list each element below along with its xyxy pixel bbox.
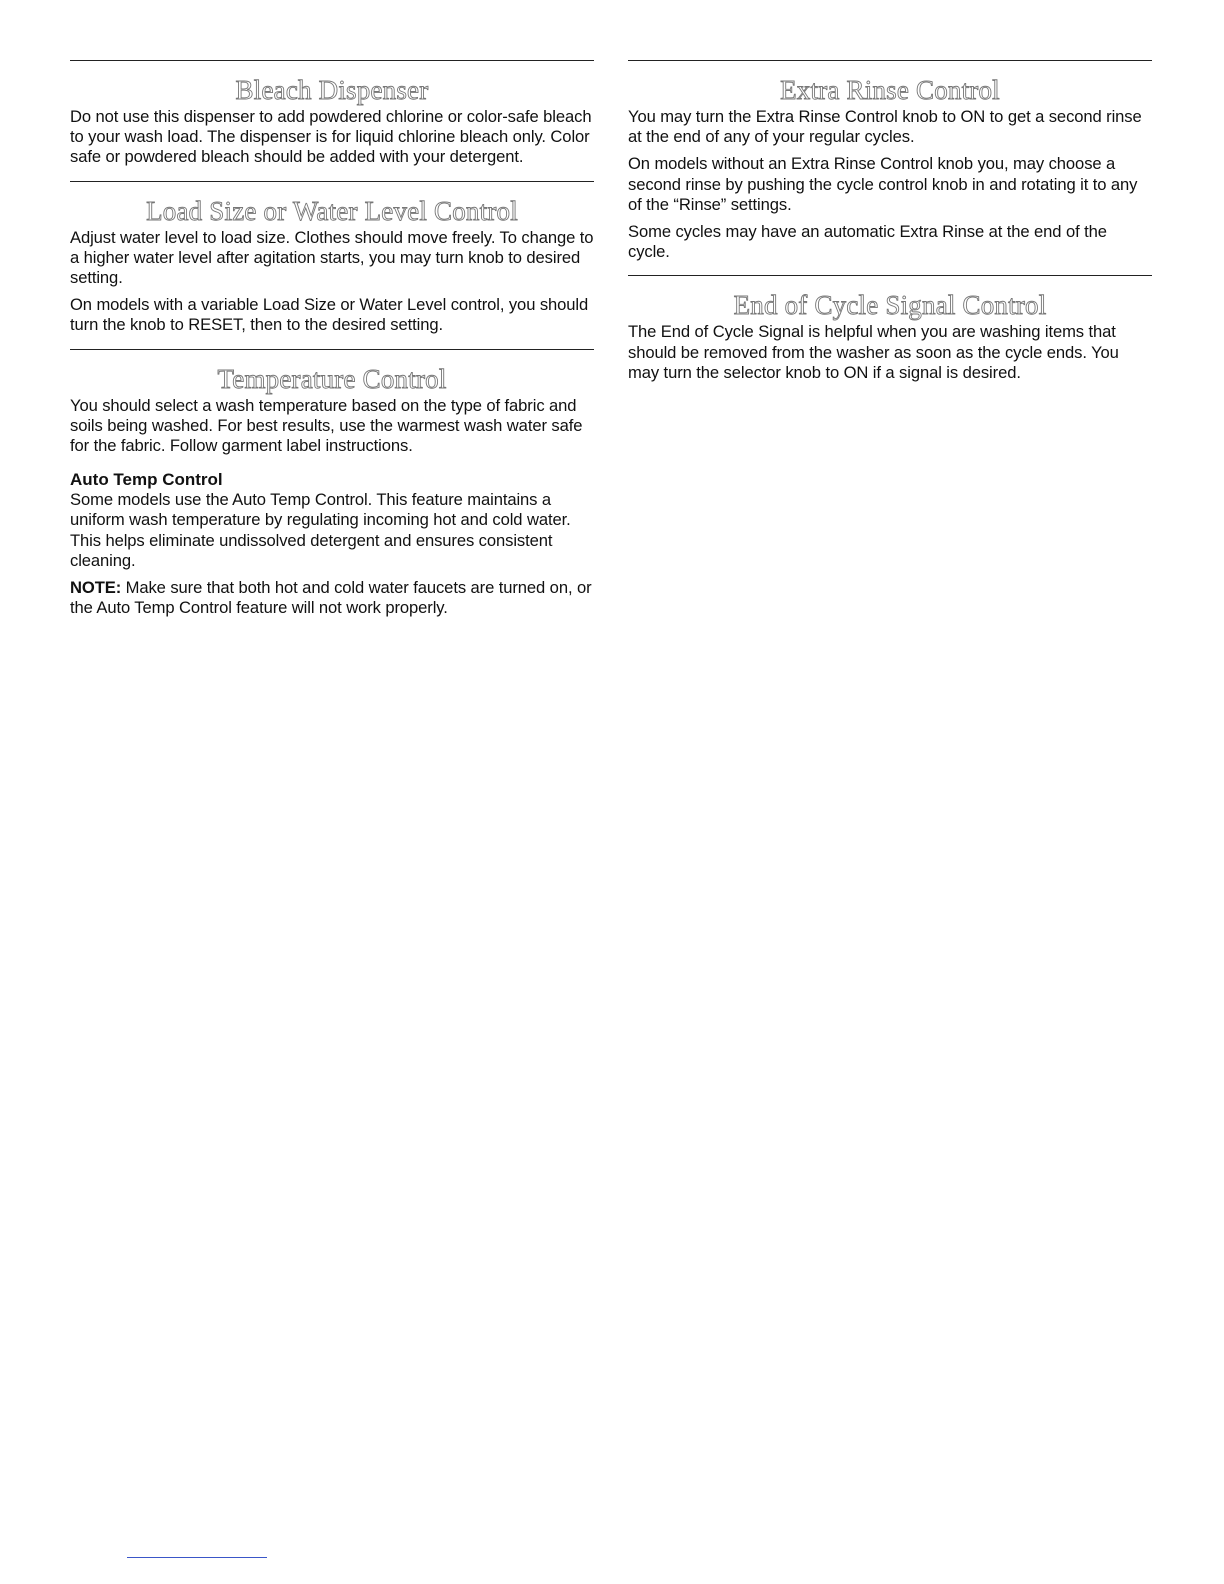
load-size-heading: Load Size or Water Level Control xyxy=(146,195,518,226)
auto-temp-subheading: Auto Temp Control xyxy=(70,470,223,490)
left-column xyxy=(70,60,594,625)
footer-link-underline[interactable] xyxy=(127,1557,267,1558)
temperature-section xyxy=(70,349,594,619)
auto-temp-text: Some models use the Auto Temp Control. This feature maintains a uniform wash temperature by regulating incoming hot and cold water. This helps eliminate undissolved detergent and ensures consistent cleaning. xyxy=(70,490,571,570)
extra-rinse-text-2: On models without an Extra Rinse Control knob you, may choose a second rinse by pushing the cycle control knob in and rotating it to any of the “Rinse” settings. xyxy=(628,154,1138,214)
bleach-dispenser-text: Do not use this dispenser to add powdered chlorine or color-safe bleach to your wash load. The dispenser is for liquid chlorine bleach only. Color safe or powdered bleach should be added with your detergent. xyxy=(70,107,592,167)
extra-rinse-heading: Extra Rinse Control xyxy=(780,75,1000,105)
load-size-section xyxy=(70,181,594,349)
end-of-cycle-text: The End of Cycle Signal is helpful when you are washing items that should be removed from the washer as soon as the cycle ends. You may turn the selector knob to ON if a signal is desired. xyxy=(628,322,1119,382)
load-size-text-1: Adjust water level to load size. Clothes should move freely. To change to a higher water level after agitation starts, you may turn knob to desired setting. xyxy=(70,227,594,288)
end-of-cycle-section xyxy=(628,275,1152,383)
bleach-dispenser-heading: Bleach Dispenser xyxy=(235,75,429,105)
note-text: Make sure that both hot and cold water faucets are turned on, or the Auto Temp Control feature will not work properly. xyxy=(70,578,592,618)
temperature-heading: Temperature Control xyxy=(217,363,447,394)
temperature-text-1: You should select a wash temperature based on the type of fabric and soils being washed. For best results, use the warmest wash water safe for the fabric. Follow garment label instructions. xyxy=(70,395,583,456)
note-label: NOTE: xyxy=(70,578,122,598)
right-column xyxy=(628,60,1152,390)
bleach-dispenser-section xyxy=(70,60,594,181)
extra-rinse-section xyxy=(628,60,1152,275)
load-size-text-2: On models with a variable Load Size or Water Level control, you should turn the knob to RESET, then to the desired setting. xyxy=(70,295,589,335)
extra-rinse-text-3: Some cycles may have an automatic Extra Rinse at the end of the cycle. xyxy=(628,222,1107,262)
note-paragraph xyxy=(70,578,594,618)
extra-rinse-text-1: You may turn the Extra Rinse Control knob to ON to get a second rinse at the end of any of your regular cycles. xyxy=(628,107,1142,147)
end-of-cycle-heading: End of Cycle Signal Control xyxy=(733,290,1047,321)
